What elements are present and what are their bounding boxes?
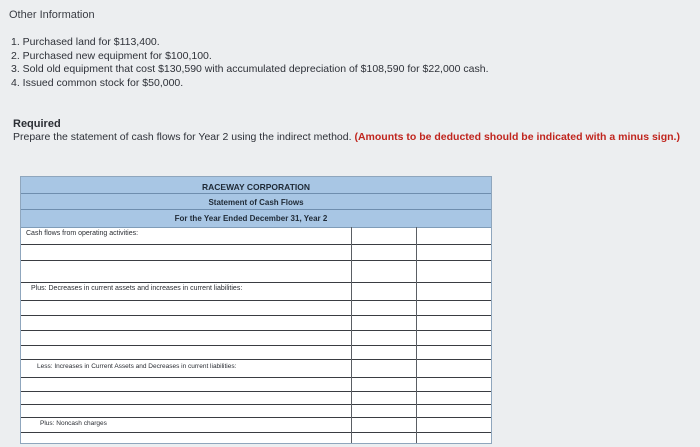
total-input[interactable] — [416, 244, 492, 260]
total-input[interactable] — [416, 227, 492, 244]
statement-period: For the Year Ended December 31, Year 2 — [174, 214, 328, 223]
table-row — [21, 404, 491, 418]
table-row — [21, 244, 491, 261]
label-cell — [28, 417, 351, 432]
table-row — [21, 260, 491, 283]
required-warning: (Amounts to be deducted should be indicated with a minus sign.) — [354, 131, 680, 143]
statement-name: Statement of Cash Flows — [208, 198, 304, 207]
amount-input[interactable] — [351, 315, 416, 330]
description-input[interactable] — [28, 315, 351, 330]
label-cell — [28, 282, 351, 300]
amount-input[interactable] — [351, 345, 416, 359]
amount-input[interactable] — [351, 417, 416, 432]
total-input[interactable] — [416, 300, 492, 315]
description-input[interactable] — [28, 377, 351, 391]
total-input[interactable] — [416, 315, 492, 330]
amount-input[interactable] — [351, 359, 416, 377]
other-information-title: Other Information — [9, 9, 95, 21]
amount-input[interactable] — [351, 377, 416, 391]
total-input[interactable] — [416, 432, 492, 444]
statement-header — [21, 177, 491, 228]
amount-input[interactable] — [351, 244, 416, 260]
total-input[interactable] — [416, 330, 492, 345]
total-input[interactable] — [416, 377, 492, 391]
table-row — [21, 282, 491, 301]
description-input[interactable] — [28, 300, 351, 315]
description-input[interactable] — [28, 345, 351, 359]
info-item-2: 2. Purchased new equipment for $100,100. — [11, 49, 212, 62]
description-input[interactable] — [28, 330, 351, 345]
total-input[interactable] — [416, 359, 492, 377]
less-increases-label: Less: Increases in Current Assets and Decreases in current liabilities: — [37, 363, 237, 370]
other-information-list — [11, 36, 489, 90]
info-item-3: 3. Sold old equipment that cost $130,590 with accumulated depreciation of $108,590 for $22,000 cash. — [11, 63, 489, 75]
info-item-1: 1. Purchased land for $113,400. — [11, 36, 160, 48]
description-input[interactable] — [28, 244, 351, 260]
cash-flow-statement-table — [20, 176, 492, 444]
amount-input[interactable] — [351, 300, 416, 315]
label-cell — [28, 359, 351, 377]
total-input[interactable] — [416, 282, 492, 300]
required-title: Required — [13, 118, 61, 130]
company-name: RACEWAY CORPORATION — [202, 182, 310, 192]
required-text: Prepare the statement of cash flows for Year 2 using the indirect method. — [13, 131, 352, 143]
total-input[interactable] — [416, 345, 492, 359]
amount-input[interactable] — [351, 227, 416, 244]
header-divider — [21, 193, 491, 194]
table-row — [21, 345, 491, 360]
total-input[interactable] — [416, 260, 492, 282]
header-divider — [21, 209, 491, 210]
description-input[interactable] — [28, 391, 351, 404]
table-row — [21, 300, 491, 316]
description-input[interactable] — [28, 432, 351, 444]
total-input[interactable] — [416, 417, 492, 432]
total-input[interactable] — [416, 404, 492, 417]
amount-input[interactable] — [351, 260, 416, 282]
plus-decreases-label: Plus: Decreases in current assets and increases in current liabilities: — [31, 285, 243, 292]
table-row — [21, 227, 491, 245]
amount-input[interactable] — [351, 330, 416, 345]
table-row — [21, 377, 491, 392]
required-instructions — [13, 131, 683, 144]
description-input[interactable] — [28, 404, 351, 417]
table-row — [21, 391, 491, 405]
table-row — [21, 432, 491, 444]
amount-input[interactable] — [351, 432, 416, 444]
table-row — [21, 417, 491, 433]
table-row — [21, 359, 491, 378]
description-input[interactable] — [28, 260, 351, 282]
plus-noncash-label: Plus: Noncash charges — [40, 420, 107, 427]
info-item-4: 4. Issued common stock for $50,000. — [11, 76, 184, 89]
table-row — [21, 330, 491, 346]
operating-activities-label: Cash flows from operating activities: — [26, 230, 139, 237]
table-row — [21, 315, 491, 331]
amount-input[interactable] — [351, 282, 416, 300]
label-cell — [28, 227, 351, 244]
amount-input[interactable] — [351, 404, 416, 417]
total-input[interactable] — [416, 391, 492, 404]
amount-input[interactable] — [351, 391, 416, 404]
